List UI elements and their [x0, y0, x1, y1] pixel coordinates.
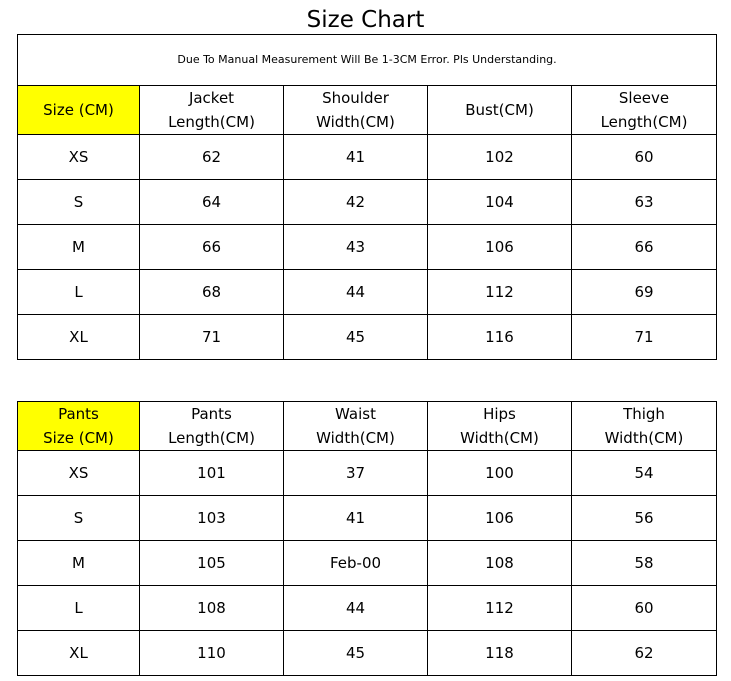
value-cell: 71	[572, 315, 717, 360]
header-cell	[428, 402, 572, 451]
size-cell: S	[18, 180, 140, 225]
header-row	[18, 402, 717, 451]
value-cell: 106	[428, 496, 572, 541]
value-cell: 68	[140, 270, 284, 315]
value-cell: 62	[140, 135, 284, 180]
value-cell: 60	[572, 135, 717, 180]
size-cell: M	[18, 225, 140, 270]
header-line: Jacket	[188, 89, 235, 107]
value-cell: 112	[428, 270, 572, 315]
value-cell: 44	[284, 270, 428, 315]
value-cell: 43	[284, 225, 428, 270]
header-cell	[18, 86, 140, 135]
header-cell	[284, 86, 428, 135]
measurement-note: Due To Manual Measurement Will Be 1-3CM Error. Pls Understanding.	[18, 35, 717, 86]
value-cell: 66	[572, 225, 717, 270]
header-line: Width(CM)	[604, 429, 684, 447]
header-line: Length(CM)	[168, 429, 255, 447]
value-cell: 71	[140, 315, 284, 360]
header-cell	[140, 402, 284, 451]
jacket-size-table	[17, 34, 717, 360]
value-cell: 102	[428, 135, 572, 180]
header-line: Size (CM)	[43, 429, 114, 447]
size-cell: M	[18, 541, 140, 586]
table-row	[18, 586, 717, 631]
header-line: Width(CM)	[316, 113, 395, 131]
value-cell: 105	[140, 541, 284, 586]
size-cell: S	[18, 496, 140, 541]
value-cell: 118	[428, 631, 572, 676]
table-row	[18, 225, 717, 270]
table-row	[18, 315, 717, 360]
header-line: Width(CM)	[316, 429, 395, 447]
header-cell	[428, 86, 572, 135]
table-row	[18, 631, 717, 676]
header-line: Hips	[483, 405, 516, 423]
header-cell	[18, 402, 140, 451]
value-cell: 54	[572, 451, 717, 496]
value-cell: 110	[140, 631, 284, 676]
header-line: Length(CM)	[168, 113, 255, 131]
value-cell: 41	[284, 496, 428, 541]
header-row	[18, 86, 717, 135]
header-cell	[572, 86, 717, 135]
value-cell: 66	[140, 225, 284, 270]
size-cell: L	[18, 270, 140, 315]
header-cell	[140, 86, 284, 135]
value-cell: 64	[140, 180, 284, 225]
size-cell: XL	[18, 631, 140, 676]
header-line: Waist	[335, 405, 376, 423]
table-row	[18, 135, 717, 180]
table-row	[18, 180, 717, 225]
pants-size-table	[17, 401, 717, 676]
value-cell: 69	[572, 270, 717, 315]
value-cell: 116	[428, 315, 572, 360]
header-line: Width(CM)	[460, 429, 539, 447]
size-cell: XS	[18, 135, 140, 180]
value-cell: 103	[140, 496, 284, 541]
header-line: Size (CM)	[43, 101, 114, 119]
value-cell: 58	[572, 541, 717, 586]
note-row	[18, 35, 717, 86]
value-cell: 108	[140, 586, 284, 631]
header-cell	[284, 402, 428, 451]
header-line: Sleeve	[618, 89, 670, 107]
value-cell: 106	[428, 225, 572, 270]
value-cell: 108	[428, 541, 572, 586]
value-cell: 60	[572, 586, 717, 631]
table-row	[18, 541, 717, 586]
value-cell: 104	[428, 180, 572, 225]
value-cell: 62	[572, 631, 717, 676]
value-cell: Feb-00	[284, 541, 428, 586]
table-row	[18, 451, 717, 496]
value-cell: 45	[284, 315, 428, 360]
size-cell: XS	[18, 451, 140, 496]
value-cell: 45	[284, 631, 428, 676]
header-line: Pants	[58, 405, 99, 423]
header-line: Length(CM)	[600, 113, 688, 131]
value-cell: 42	[284, 180, 428, 225]
header-line: Bust(CM)	[465, 101, 534, 119]
table-row	[18, 496, 717, 541]
value-cell: 112	[428, 586, 572, 631]
value-cell: 37	[284, 451, 428, 496]
value-cell: 63	[572, 180, 717, 225]
value-cell: 101	[140, 451, 284, 496]
value-cell: 44	[284, 586, 428, 631]
table-row	[18, 270, 717, 315]
value-cell: 41	[284, 135, 428, 180]
page-title: Size Chart	[306, 7, 425, 33]
size-cell: L	[18, 586, 140, 631]
header-line: Shoulder	[322, 89, 389, 107]
header-line: Thigh	[623, 405, 665, 423]
header-line: Pants	[191, 405, 232, 423]
size-cell: XL	[18, 315, 140, 360]
header-cell	[572, 402, 717, 451]
value-cell: 100	[428, 451, 572, 496]
value-cell: 56	[572, 496, 717, 541]
